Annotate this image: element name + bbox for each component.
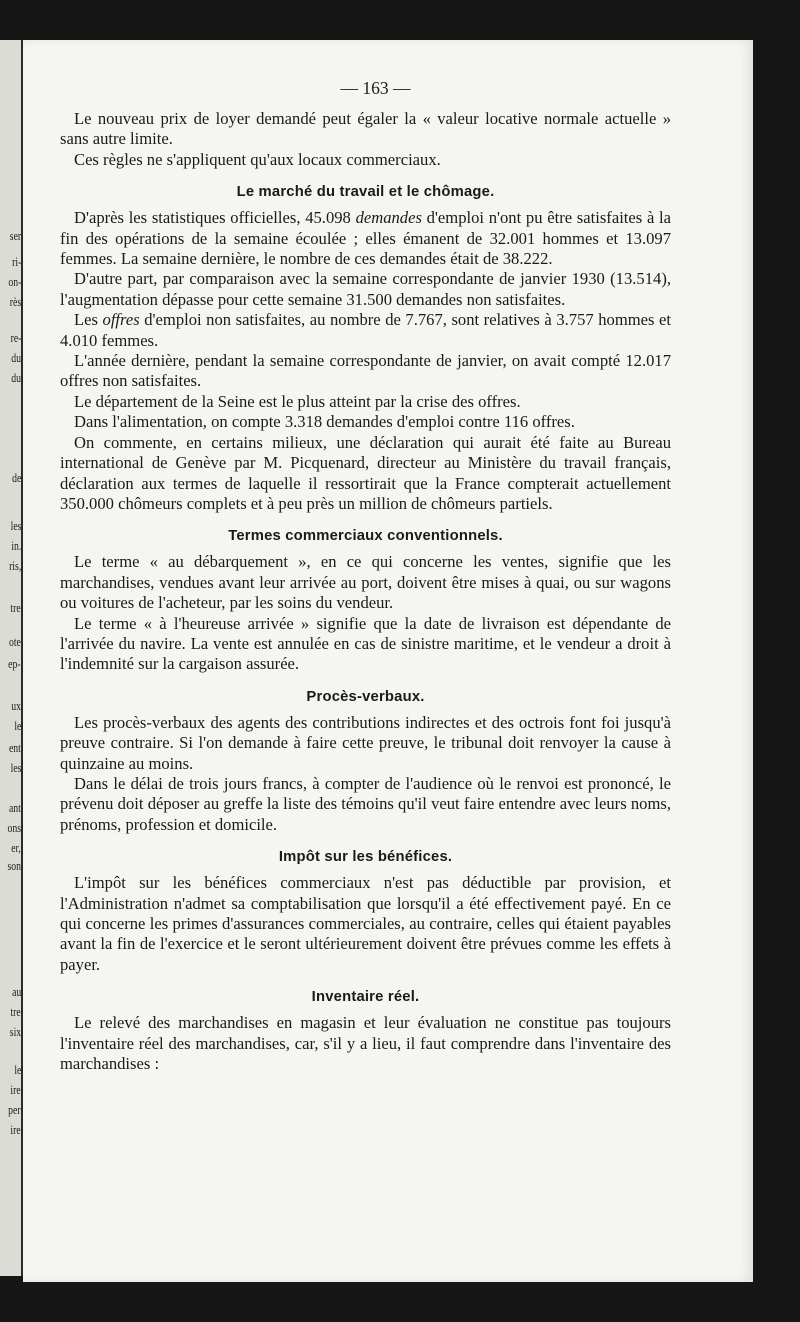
facing-page-fragment: son [7,858,21,873]
page-content [60,78,671,1074]
facing-page-fragment: ant [9,800,21,815]
facing-page-fragment: ris, [8,558,21,573]
facing-page-fragment: ser [9,228,21,243]
facing-page-fragment: du [11,370,21,385]
section-title-impot: Impôt sur les bénéfices. [278,849,453,866]
facing-page-fragment: in. [10,538,21,553]
terms-paragraph-2: Le terme « à l'heureuse arrivée » signifie que la date de livraison est dépendante de l'arrivée du navire. La vente est annulée en cas de sinistre maritime, et le vendeur a droit à l'indemnité sur la cargaison assurée. [60,613,671,674]
labour-paragraph-7: On commente, en certains milieux, une déclaration qui aurait été faite au Bureau international de Genève par M. Picquenard, directeur au Ministère du travail français, déclaration aux termes de laquelle il ressortirait que la France compterait actuellement 350.000 chômeurs complets et à peu près un million de chômeurs partiels. [60,432,671,513]
section-title-labour-market: Le marché du travail et le chômage. [236,184,495,201]
facing-page-fragment: re- [10,330,21,345]
facing-page-fragment: tre [10,1004,21,1019]
labour-paragraph-4: L'année dernière, pendant la semaine correspondante de janvier, on avait compté 12.017 offres non satisfaites. [60,351,671,391]
facing-page-fragment: au [11,984,21,999]
labour-paragraph-6: Dans l'alimentation, on compte 3.318 demandes d'emploi contre 116 offres. [74,412,575,432]
facing-page-fragment: du [11,350,21,365]
facing-page-fragment: ote [9,634,21,649]
facing-page-fragment: on- [7,274,21,289]
facing-page-fragment: les [10,760,21,775]
intro-paragraph-1: Le nouveau prix de loyer demandé peut égaler la « valeur locative normale actuelle » sans autre limite. [60,109,671,149]
facing-page-fragment: per [8,1102,21,1117]
facing-page-fragment: ons [7,820,21,835]
page-number: — 163 — [340,78,411,98]
facing-page-fragment: ire [10,1082,21,1097]
facing-page-fragment: le [13,718,21,733]
proces-paragraph-1: Les procès-verbaux des agents des contributions indirectes et des octrois font foi jusqu'à preuve contraire. Si l'on demande à faire cette preuve, le tribunal doit renvoyer la cause à quinzaine au moins. [60,712,671,773]
terms-paragraph-1: Le terme « au débarquement », en ce qui concerne les ventes, signifie que les marchandises, vendues avant leur arrivée au port, doivent être mises à quai, ou sur wagons ou voitures de l'acheteur, par les soins du vendeur. [60,552,671,613]
facing-page-fragment: six [9,1024,21,1039]
impot-paragraph-1: L'impôt sur les bénéfices commerciaux n'est pas déductible par provision, et l'Administration n'admet sa comptabilisation que lorsqu'il a été effectivement payé. En ce qui concerne les primes d'assurances commerciales, au contraire, celles qui étaient payables avant la fin de l'exercice et le seront ultérieurement doivent être prévues comme les effets à payer. [60,873,671,974]
labour-paragraph-5: Le département de la Seine est le plus atteint par la crise des offres. [74,391,521,411]
facing-page-fragment: les [10,518,21,533]
facing-page-fragment: ent [9,740,21,755]
facing-page-fragment: ux [11,698,21,713]
section-title-commercial-terms: Termes commerciaux conventionnels. [228,528,503,545]
proces-paragraph-2: Dans le délai de trois jours francs, à compter de l'audience où le renvoi est prononcé, le prévenu doit déposer au greffe la liste des témoins qu'il veut faire entendre avec leurs noms, prénoms, profession et domicile. [60,773,671,834]
labour-paragraph-3: Les offres d'emploi non satisfaites, au nombre de 7.767, sont relatives à 3.757 hommes et 4.010 femmes. [60,310,671,350]
intro-paragraph-2: Ces règles ne s'appliquent qu'aux locaux commerciaux. [74,149,441,169]
inventaire-paragraph-1: Le relevé des marchandises en magasin et leur évaluation ne constitue pas toujours l'inventaire réel des marchandises, car, s'il y a lieu, il faut comprendre dans l'inventaire des marchandises : [60,1013,671,1074]
facing-page-fragment: tre [10,600,21,615]
facing-page-fragment: ri- [11,254,21,269]
facing-page-fragment: ep- [8,656,21,671]
facing-page-fragment: rès [9,294,21,309]
facing-page-fragment: er, [11,840,21,855]
facing-page-fragment: de [11,470,21,485]
labour-paragraph-1: D'après les statistiques officielles, 45.098 demandes d'emploi n'ont pu être satisfaites à la fin des opérations de la semaine écoulée ; elles émanent de 32.001 hommes et 13.097 femmes. La semaine dernière, le nombre de ces demandes était de 38.222. [60,208,672,269]
facing-page-fragment: ire [10,1122,21,1137]
section-title-proces-verbaux: Procès-verbaux. [306,688,425,705]
section-title-inventaire: Inventaire réel. [311,989,420,1006]
labour-paragraph-2: D'autre part, par comparaison avec la semaine correspondante de janvier 1930 (13.514), l'augmentation dépasse pour cette semaine 31.500 demandes non satisfaites. [60,269,671,309]
facing-page-fragment: le [13,1062,21,1077]
book-page [23,40,753,1282]
facing-page-margin-text [0,0,21,1322]
